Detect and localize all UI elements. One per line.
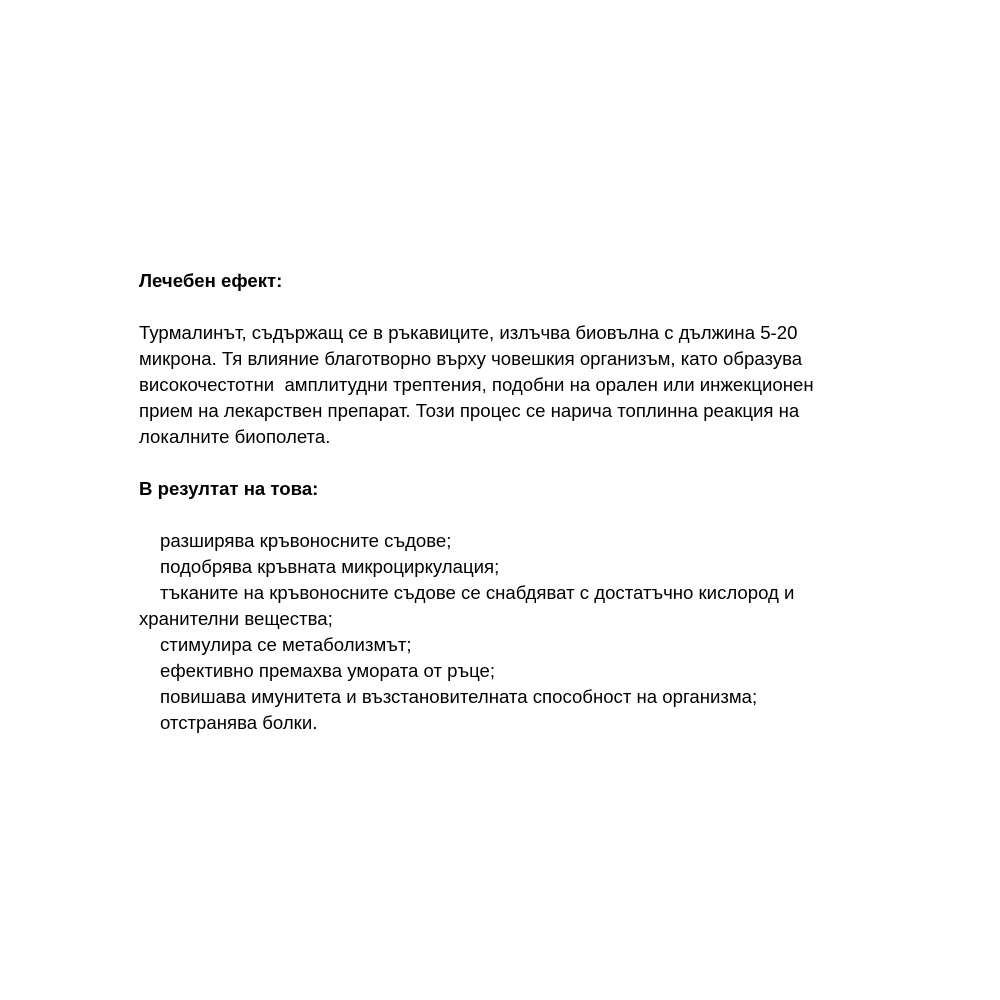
description-paragraph (139, 320, 859, 450)
spacer (139, 450, 859, 476)
result-list (139, 528, 859, 736)
list-item: стимулира се метаболизмът; (160, 634, 412, 655)
list-item: повишава имунитета и възстановителната способност на организма; (160, 686, 758, 707)
list-item: ефективно премахва умората от ръце; (160, 660, 496, 681)
paragraph-line: Турмалинът, съдържащ се в ръкавиците, излъчва биовълна с дължина 5-20 (139, 322, 798, 343)
paragraph-line: микрона. Тя влияние благотворно върху човешкия организъм, като образува (139, 348, 803, 369)
list-item: разширява кръвоносните съдове; (160, 530, 452, 551)
document-body (139, 268, 859, 736)
paragraph-line: локалните биополета. (139, 426, 331, 447)
list-item: отстранява болки. (160, 712, 318, 733)
heading-therapeutic-effect: Лечебен ефект: (139, 270, 283, 291)
paragraph-line: прием на лекарствен препарат. Този процес се нарича топлинна реакция на (139, 400, 800, 421)
list-item: тъканите на кръвоносните съдове се снабдяват с достатъчно кислород и хранителни вещества; (139, 582, 795, 629)
heading-result: В резултат на това: (139, 478, 319, 499)
spacer (139, 502, 859, 528)
spacer (139, 294, 859, 320)
list-item: подобрява кръвната микроциркулация; (160, 556, 500, 577)
paragraph-line: високочестотни амплитудни трептения, подобни на орален или инжекционен (139, 374, 814, 395)
